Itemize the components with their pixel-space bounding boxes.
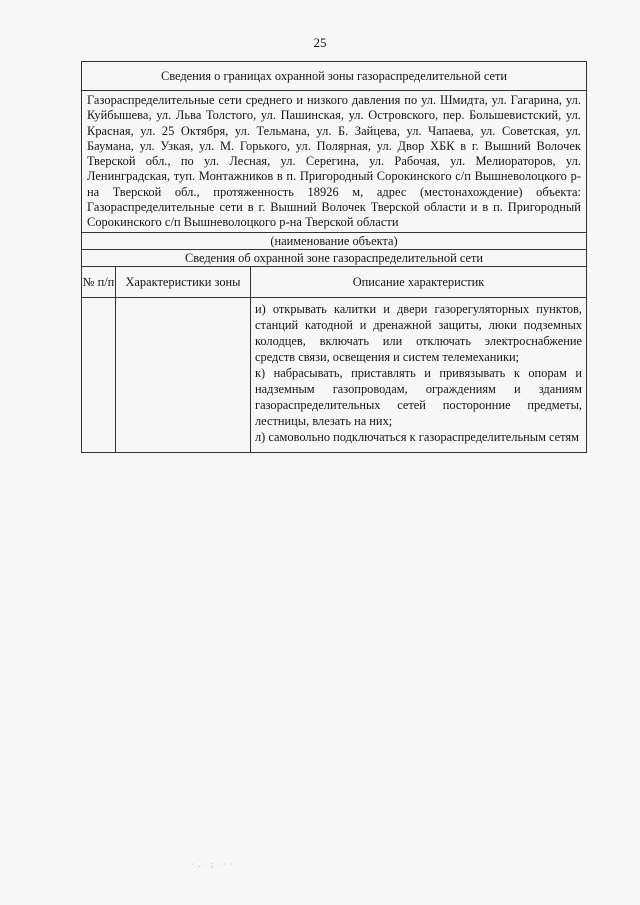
scan-smudge: · · . · ; · · · <box>185 860 235 869</box>
column-header-characteristics: Характеристики зоны <box>116 267 251 297</box>
column-header-row <box>82 267 586 298</box>
row-characteristics-cell <box>116 298 251 452</box>
column-header-number: № п/п <box>82 267 116 297</box>
table-title: Сведения о границах охранной зоны газораспределительной сети <box>82 62 586 91</box>
description-item-i: и) открывать калитки и двери газорегуляторных пунктов, станций катодной и дренажной защиты, люки подземных колодцев, включать или отключать электроснабжение средств связи, освещения и систем телемеханики; <box>255 301 582 364</box>
description-item-l: л) самовольно подключаться к газораспределительным сетям <box>255 430 579 445</box>
row-number-cell <box>82 298 116 452</box>
column-header-description: Описание характеристик <box>352 274 485 289</box>
zone-heading: Сведения об охранной зоне газораспределительной сети <box>82 250 586 267</box>
protection-zone-table <box>81 61 587 453</box>
description-item-k: к) набрасывать, приставлять и привязывать к опорам и надземным газопроводам, ограждениям и зданиям газораспределительных сетей посторонние предметы, лестницы, влезать на них; <box>255 366 582 429</box>
page-number: 25 <box>313 35 327 50</box>
row-description-cell <box>251 298 586 452</box>
table-row <box>82 298 586 452</box>
object-description: Газораспределительные сети среднего и низкого давления по ул. Шмидта, ул. Гагарина, ул. Куйбышева, ул. Льва Толстого, ул. Пашинская, ул. Островского, пер. Большевистский, ул. Красная, ул. 25 Октября, ул. Тельмана, ул. Б. Зайцева, ул. Чапаева, ул. Советская, ул. Баумана, ул. Узкая, ул. М. Горького, ул. Полярная, ул. Двор ХБК в г. Вышний Волочек Тверской обл., по ул. Лесная, ул. Серегина, ул. Рабочая, ул. Мелиораторов, ул. Ленинградская, туп. Монтажников в п. Пригородный Сорокинского с/п Вышневолоцкого р-на Тверской обл., протяженность 18926 м, адрес (местонахождение) объекта: Газораспределительные сети в г. Вышний Волочек Тверской области и в п. Пригородный Сорокинского с/п Вышневолоцкого р-на Тверской области <box>82 91 586 233</box>
object-caption: (наименование объекта) <box>82 233 586 250</box>
